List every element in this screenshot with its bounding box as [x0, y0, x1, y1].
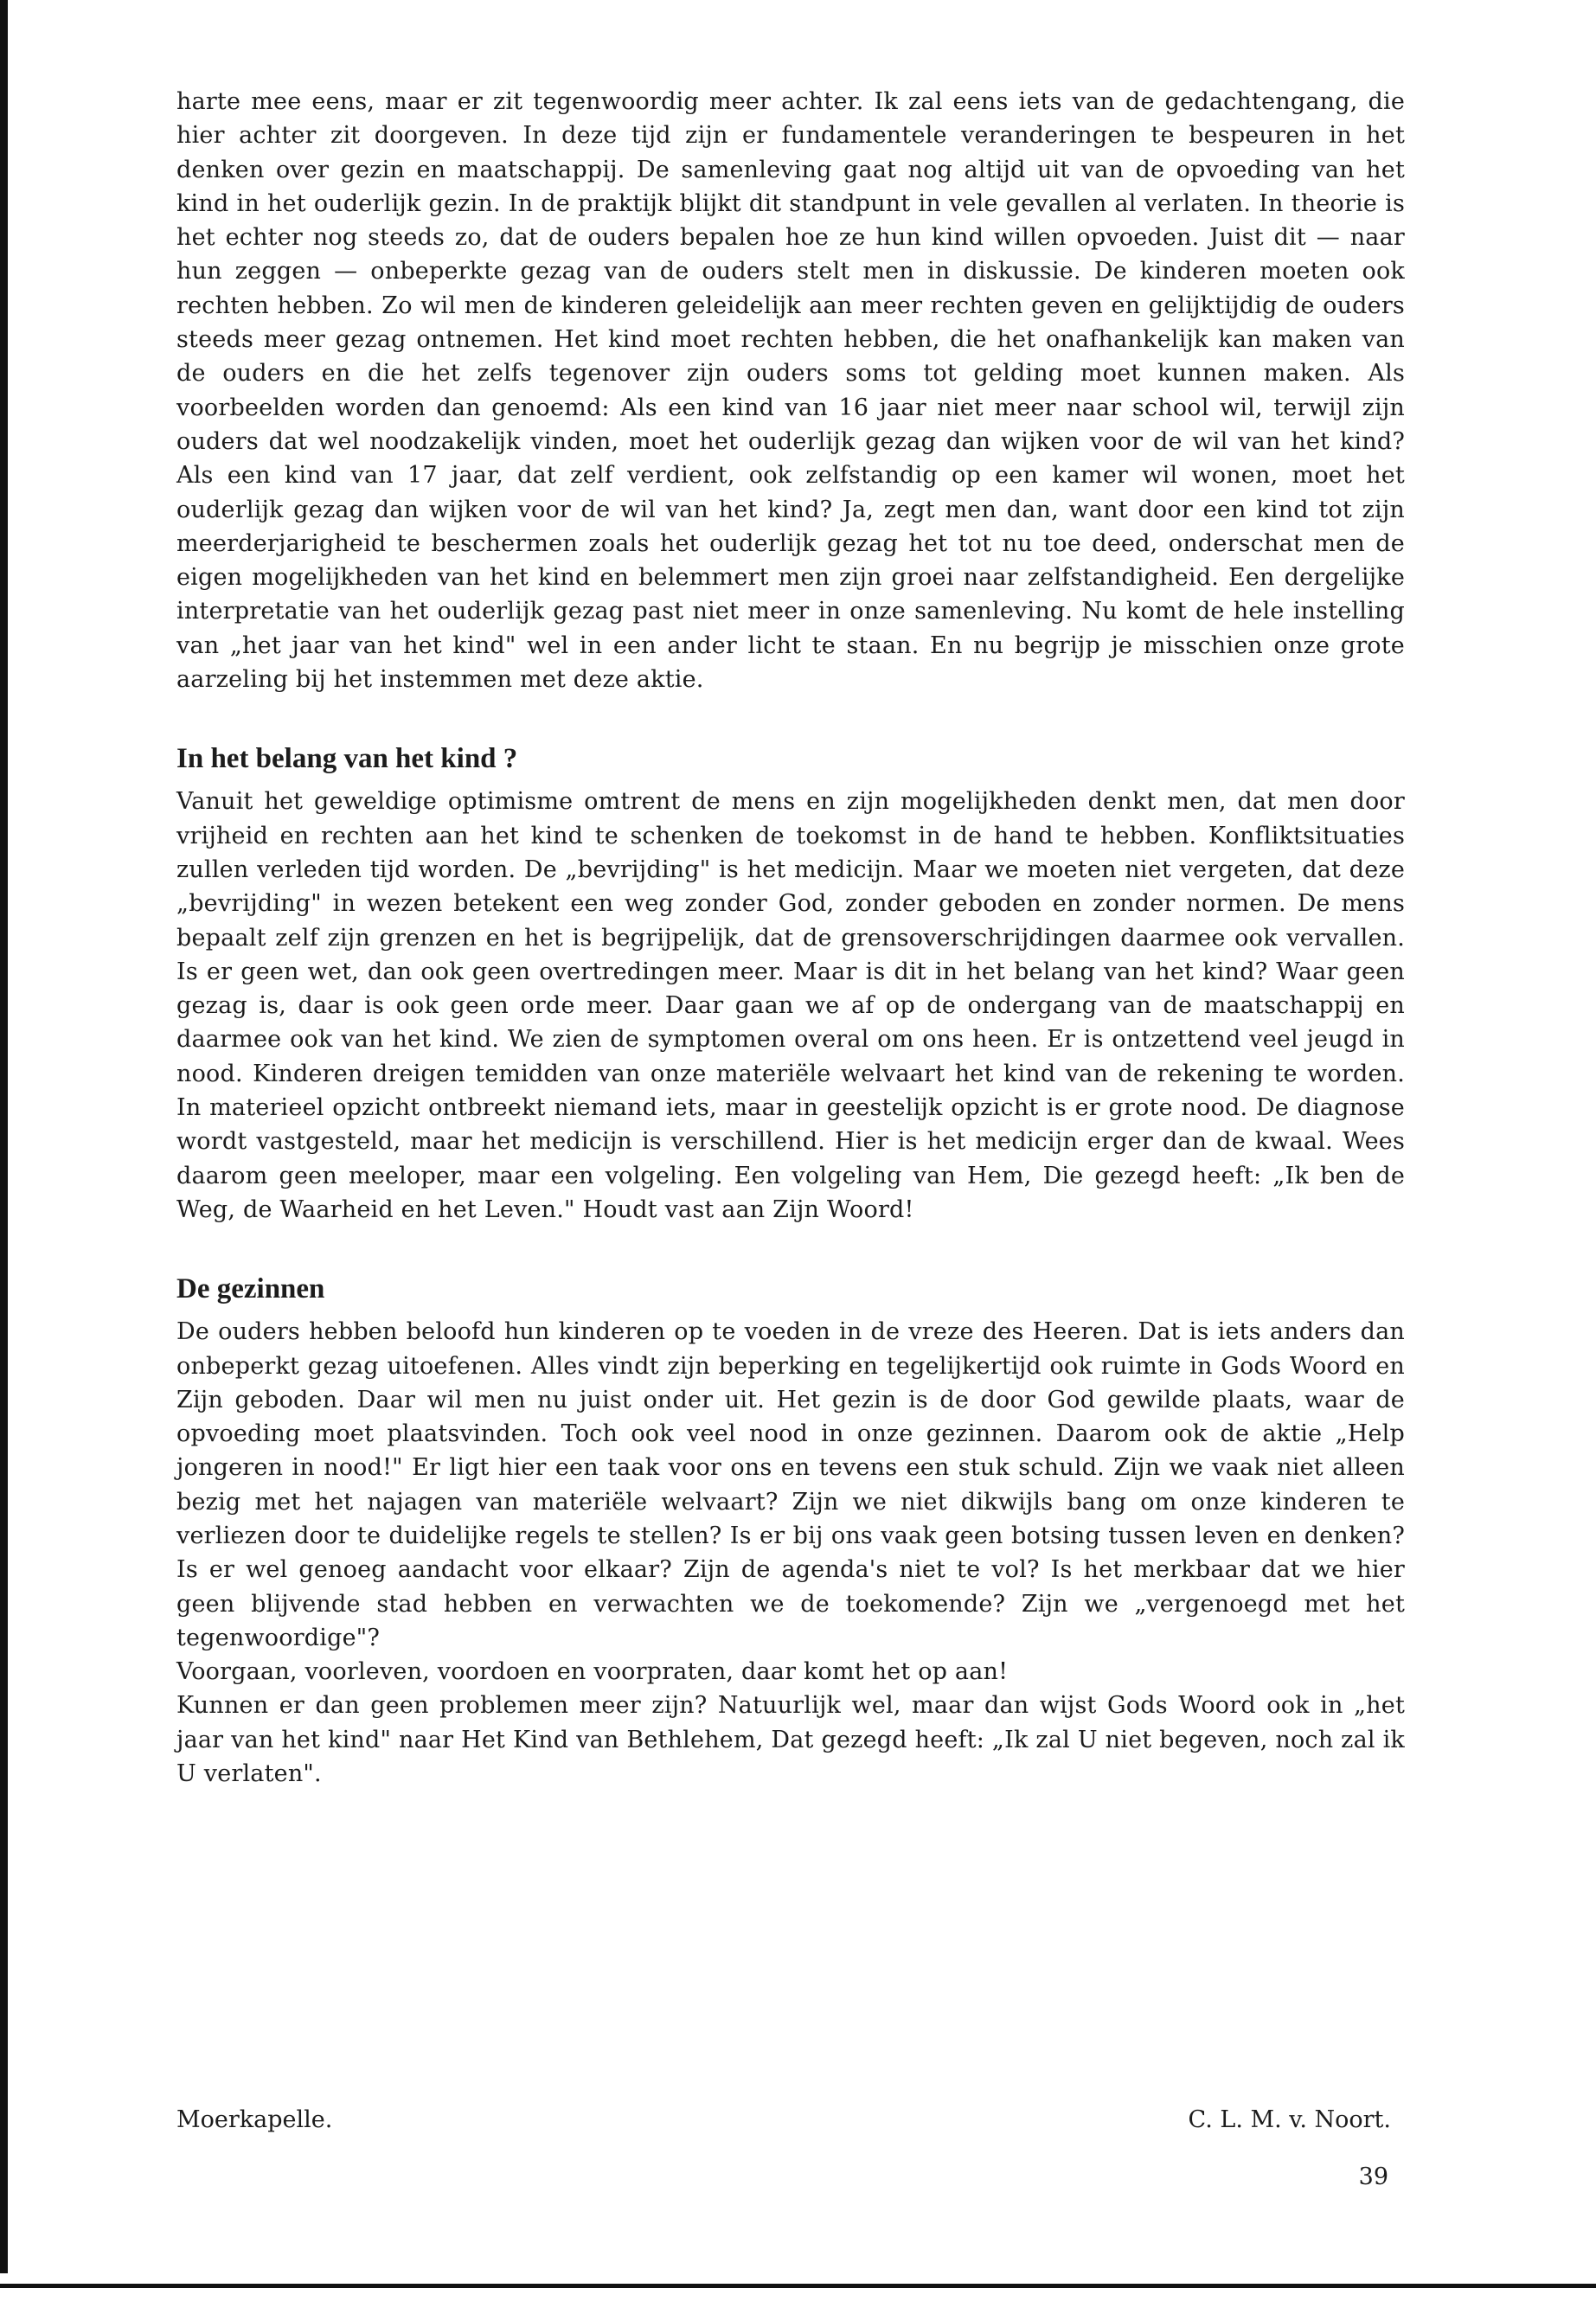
belang-paragraph: Vanuit het geweldige optimisme omtrent de mens en zijn mogelijkheden denkt men, dat men door vrijheid en rechten aan het kind te schenken de toekomst in de hand te hebben. Konfliktsituaties zullen verleden tijd worden. De „bevrijding" is het medicijn. Maar we moeten niet vergeten, dat deze „bevrijding" in wezen betekent een weg zonder God, zonder geboden en zonder normen. De mens bepaalt zelf zijn grenzen en het is begrijpelijk, dat de grensoverschrijdingen daarmee ook vervallen. Is er geen wet, dan ook geen overtredingen meer. Maar is dit in het belang van het kind? Waar geen gezag is, daar is ook geen orde meer. Daar gaan we af op de ondergang van de maatschappij en daarmee ook van het kind. We zien de symptomen overal om ons heen. Er is ontzettend veel jeugd in nood. Kinderen dreigen temidden van onze materiële welvaart het kind van de rekening te worden. In materieel opzicht ontbreekt niemand iets, maar in geestelijk opzicht is er grote nood. De diagnose wordt vastgesteld, maar het medicijn is verschillend. Hier is het medicijn erger dan de kwaal. Wees daarom geen meeloper, maar een volgeling. Een volgeling van Hem, Die gezegd heeft: „Ik ben de Weg, de Waarheid en het Leven." Houdt vast aan Zijn Woord!	[176, 788, 1405, 1223]
gezinnen-paragraph-3: Kunnen er dan geen problemen meer zijn? Natuurlijk wel, maar dan wijst Gods Woord ook in „het jaar van het kind" naar Het Kind van Bethlehem, Dat gezegd heeft: „Ik zal U niet begeven, noch zal ik U verlaten".	[176, 1692, 1405, 1788]
article-body	[176, 85, 1405, 1791]
signature-place: Moerkapelle.	[176, 2106, 333, 2133]
gezinnen-paragraph-1: De ouders hebben beloofd hun kinderen op te voeden in de vreze des Heeren. Dat is iets anders dan onbeperkt gezag uitoefenen. Alles vindt zijn beperking en tegelijkertijd ook ruimte in Gods Woord en Zijn geboden. Daar wil men nu juist onder uit. Het gezin is de door God gewilde plaats, waar de opvoeding moet plaatsvinden. Toch ook veel nood in onze gezinnen. Daarom ook de aktie „Help jongeren in nood!" Er ligt hier een taak voor ons en tevens een stuk schuld. Zijn we vaak niet alleen bezig met het najagen van materiële welvaart? Zijn we niet dikwijls bang om onze kinderen te verliezen door te duidelijke regels te stellen? Is er bij ons vaak geen botsing tussen leven en denken? Is er wel genoeg aandacht voor elkaar? Zijn de agenda's niet te vol? Is het merkbaar dat we hier geen blijvende stad hebben en verwachten we de toekomende? Zijn we „vergenoegd met het tegenwoordige"?	[176, 1318, 1405, 1651]
section-heading-gezinnen: De gezinnen	[176, 1273, 325, 1305]
gezinnen-paragraph-2: Voorgaan, voorleven, voordoen en voorpraten, daar komt het op aan!	[176, 1658, 1009, 1686]
signature-author: C. L. M. v. Noort.	[1188, 2106, 1391, 2133]
page-number: 39	[1358, 2163, 1388, 2190]
scan-border-left	[0, 0, 8, 2301]
intro-paragraph: harte mee eens, maar er zit tegenwoordig meer achter. Ik zal eens iets van de gedachtengang, die hier achter zit doorgeven. In deze tijd zijn er fundamentele veranderingen te bespeuren in het denken over gezin en maatschappij. De samenleving gaat nog altijd uit van de opvoeding van het kind in het ouderlijk gezin. In de praktijk blijkt dit standpunt in vele gevallen al verlaten. In theorie is het echter nog steeds zo, dat de ouders bepalen hoe ze hun kind willen opvoeden. Juist dit — naar hun zeggen — onbeperkte gezag van de ouders stelt men in diskussie. De kinderen moeten ook rechten hebben. Zo wil men de kinderen geleidelijk aan meer rechten geven en gelijktijdig de ouders steeds meer gezag ontnemen. Het kind moet rechten hebben, die het onafhankelijk kan maken van de ouders en die het zelfs tegenover zijn ouders soms tot gelding moet kunnen maken. Als voorbeelden worden dan genoemd: Als een kind van 16 jaar niet meer naar school wil, terwijl zijn ouders dat wel noodzakelijk vinden, moet het ouderlijk gezag dan wijken voor de wil van het kind? Als een kind van 17 jaar, dat zelf verdient, ook zelfstandig op een kamer wil wonen, moet het ouderlijk gezag dan wijken voor de wil van het kind? Ja, zegt men dan, want door een kind tot zijn meerderjarigheid te beschermen zoals het ouderlijk gezag het tot nu toe deed, onderschat men de eigen mogelijkheden van het kind en belemmert men zijn groei naar zelfstandigheid. Een dergelijke interpretatie van het ouderlijk gezag past niet meer in onze samenleving. Nu komt de hele instelling van „het jaar van het kind" wel in een ander licht te staan. En nu begrijp je misschien onze grote aarzeling bij het instemmen met deze aktie.	[176, 88, 1405, 694]
section-heading-belang: In het belang van het kind ?	[176, 743, 518, 775]
scan-border-bottom	[0, 2273, 1596, 2301]
